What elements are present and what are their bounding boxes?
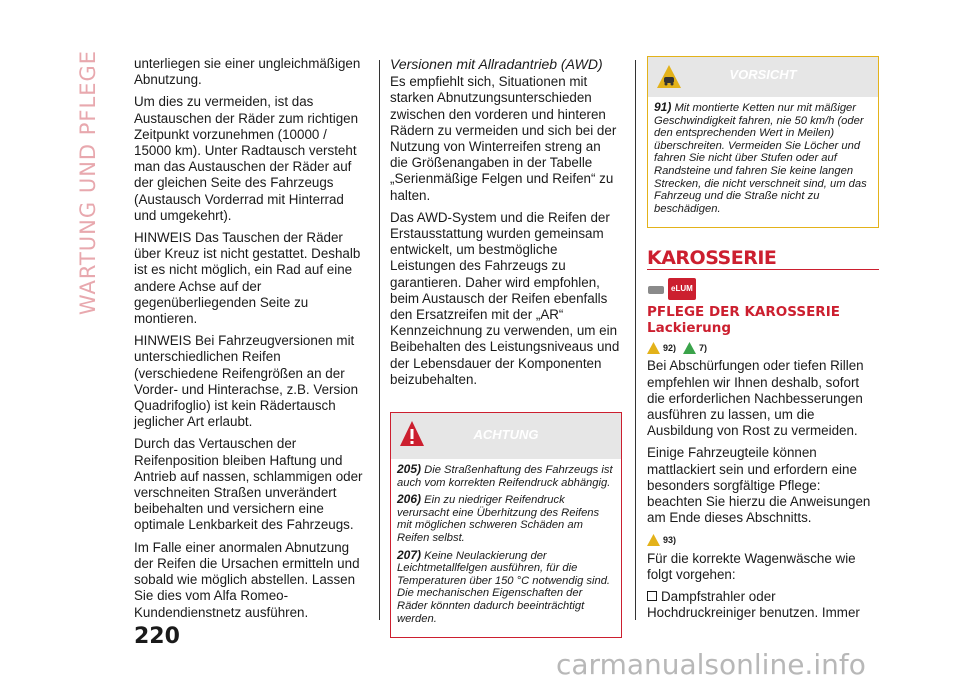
column-divider: [635, 60, 636, 620]
environment-icon: [683, 342, 696, 354]
reference-number: 93): [663, 535, 677, 546]
reference-number: 92): [663, 343, 677, 354]
paragraph: Bei Abschürfungen oder tiefen Rillen empfehlen wir Ihnen deshalb, sofort die erforderlichen Nachbesserungen ausführen zu lassen, um die Ausbildung von Rost zu vermeiden.: [647, 358, 864, 439]
warning-item: 207) Keine Neulackierung der Leichtmetallfelgen ausführen, für die Temperaturen über 150 °C notwendig sind. Die mechanischen Eigenschaften der Räder könnten dadurch beeinträchtigt werden.: [397, 547, 611, 625]
caution-triangle-icon: [647, 342, 660, 354]
subsection-title: PFLEGE DER KAROSSERIE: [647, 303, 840, 320]
elum-indicator: [647, 278, 879, 300]
warning-label: ACHTUNG: [473, 427, 539, 443]
paragraph: Es empfiehlt sich, Situationen mit starken Abnutzungsunterschieden zwischen den vorderen und hinteren Rädern zu vermeiden und sich bei der Nutzung von Winterreifen streng an die Größenangaben in der Tabelle „Serienmäßige Felgen und Reifen“ zu halten.: [390, 74, 617, 203]
paragraph: Im Falle einer anormalen Abnutzung der Reifen die Ursachen ermitteln und sobald wie möglich abstellen. Lassen Sie dies vom Alfa Romeo-Kundendienstnetz ausführen.: [134, 539, 360, 620]
checkbox-bullet-icon: [647, 591, 657, 601]
watermark: carmanualsonline.info: [556, 648, 866, 681]
list-item: Dampfstrahler oder Hochdruckreiniger benutzen. Immer: [647, 589, 860, 621]
caution-item: 91) Mit montierte Ketten nur mit mäßiger Geschwindigkeit fahren, nie 50 km/h (oder den entsprechenden Wert in Meilen) überschreiten. Vermeiden Sie Löcher und fahren Sie nicht über Stufen oder auf Randsteine und fahren Sie keine langen Strecken, die nicht verschneit sind, um das Fahrzeug und die Straße nicht zu beschädigen.: [654, 100, 867, 215]
section-title-karosserie: KAROSSERIE: [647, 250, 879, 269]
paragraph: Das AWD-System und die Reifen der Erstausstattung wurden gemeinsam entwickelt, um bestmögliche Leistungen des Fahrzeugs zu garantieren. Daher wird empfohlen, beim Austausch der Reifen ebenfalls den Ersatzreifen mit der „AR“ Kennzeichnung zu verwenden, um ein Beibehalten des Leistungsniveaus und der Lebensdauer der Komponenten beizubehalten.: [390, 209, 620, 387]
column-divider: [379, 60, 380, 620]
paragraph: Um dies zu vermeiden, ist das Austauschen der Räder zum richtigen Zeitpunkt vorzunehmen (10000 / 15000 km). Unter Radtausch versteht man das Austauschen der Räder auf der gleichen Seite des Fahrzeugs (Austausch Vorderrad mit Hinterrad und umgekehrt).: [134, 94, 359, 223]
caution-label: VORSICHT: [729, 67, 797, 82]
column-2: [390, 56, 622, 638]
section-heading-awd: Versionen mit Allradantrieb (AWD): [390, 56, 603, 72]
book-icon: [647, 283, 665, 295]
warning-box-header: [391, 413, 621, 459]
paragraph: unterliegen sie einer ungleichmäßigen Abnutzung.: [134, 56, 361, 88]
paragraph: Für die korrekte Wagenwäsche wie folgt vorgehen:: [647, 550, 856, 582]
page-number: 220: [134, 624, 180, 649]
paragraph: HINWEIS Das Tauschen der Räder über Kreuz ist nicht gestattet. Deshalb ist es nicht möglich, ein Rad auf eine andere Achse auf der gegenüberliegenden Seite zu montieren.: [134, 230, 361, 327]
paragraph: Einige Fahrzeugteile können mattlackiert sein und erfordern eine besonders sorgfältige Pflege: beachten Sie hierzu die Anweisungen am Ende dieses Abschnitts.: [647, 445, 871, 526]
side-chapter-title: WARTUNG UND PFLEGE: [76, 50, 100, 316]
warning-item: 205) Die Straßenhaftung des Fahrzeugs ist auch vom korrekten Reifendruck abhängig.: [397, 462, 613, 489]
warning-item: 206) Ein zu niedriger Reifendruck verursacht eine Überhitzung des Reifens mit möglichen schweren Schäden am Reifen selbst.: [397, 492, 600, 545]
caution-box: [647, 56, 879, 228]
elum-badge: eLUM: [668, 278, 696, 300]
paragraph: HINWEIS Bei Fahrzeugversionen mit unterschiedlichen Reifen (verschiedene Reifengrößen an der Vorder- und Hinterachse, z.B. Version Quadrifoglio) ist kein Rädertausch jeglicher Art erlaubt.: [134, 333, 359, 430]
reference-icons: [647, 532, 879, 548]
warning-box-body: [391, 459, 621, 637]
caution-box-header: [648, 57, 878, 97]
sub-subsection-title: Lackierung: [647, 319, 732, 336]
paragraph: Durch das Vertauschen der Reifenposition bleiben Haftung und Antrieb auf nassen, schlammigen oder verschneiten Straßen unverändert beibehalten und versichern eine optimale Lenkbarkeit des Fahrzeugs.: [134, 436, 363, 533]
caution-triangle-icon: [647, 534, 660, 546]
column-1: [134, 56, 366, 627]
warning-box: [390, 412, 622, 638]
reference-icons: [647, 340, 879, 356]
reference-number: 7): [699, 343, 708, 354]
column-3: [647, 56, 879, 627]
caution-box-body: [648, 97, 878, 227]
